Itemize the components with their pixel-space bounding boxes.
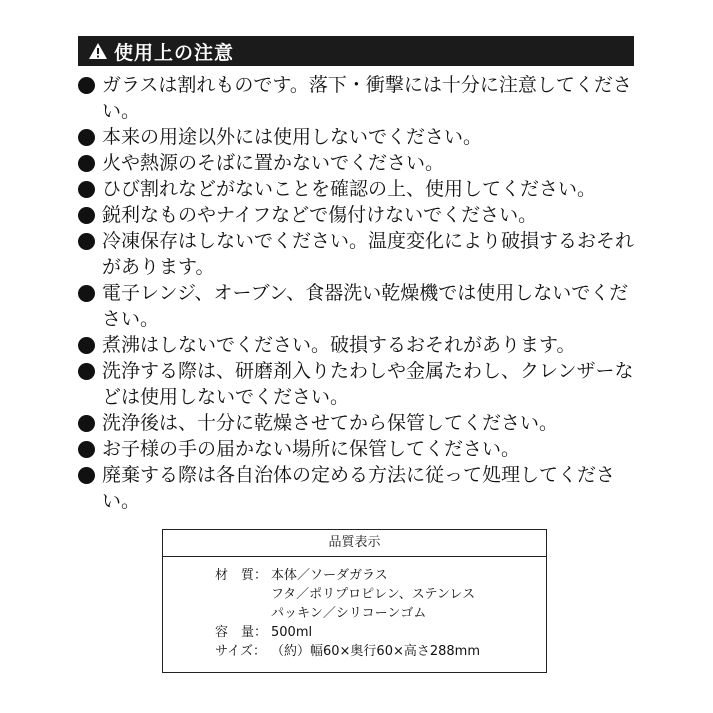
caution-item	[78, 280, 638, 332]
caution-item	[78, 228, 638, 280]
bullet-dot	[78, 77, 95, 94]
caution-list	[78, 72, 638, 514]
bullet-dot	[78, 181, 95, 198]
caution-text: 電子レンジ、オーブン、食器洗い乾燥機では使用しないでください。	[102, 282, 629, 330]
caution-item	[78, 124, 638, 150]
caution-item	[78, 410, 638, 436]
caution-item	[78, 72, 638, 124]
caution-item	[78, 358, 638, 410]
bullet-dot	[78, 337, 95, 354]
material-values	[271, 566, 475, 623]
size-value: （約）幅60×奥行60×高さ288mm	[271, 644, 481, 659]
caution-text: 本来の用途以外には使用しないでください。	[102, 126, 483, 148]
capacity-value: 500ml	[271, 625, 313, 640]
bullet-dot	[78, 467, 95, 484]
caution-header	[78, 36, 634, 66]
caution-item	[78, 176, 638, 202]
bullet-dot	[78, 155, 95, 172]
spec-row-material	[215, 566, 480, 623]
material-value: 本体／ソーダガラス	[271, 568, 388, 583]
bullet-dot	[78, 415, 95, 432]
spec-row-capacity	[215, 623, 480, 642]
quality-label-box	[162, 529, 547, 673]
caution-text: ガラスは割れものです。落下・衝撃には十分に注意してください。	[102, 74, 632, 122]
caution-item	[78, 332, 638, 358]
bullet-dot	[78, 129, 95, 146]
caution-text: 煮沸はしないでください。破損するおそれがあります。	[102, 334, 576, 356]
caution-text: 鋭利なものやナイフなどで傷付けないでください。	[102, 204, 538, 226]
bullet-dot	[78, 207, 95, 224]
caution-text: 火や熱源のそばに置かないでください。	[102, 152, 445, 174]
caution-item	[78, 150, 638, 176]
caution-text: 冷凍保存はしないでください。温度変化により破損するおそれがあります。	[102, 230, 635, 278]
size-label: サイズ：	[215, 644, 266, 659]
caution-item	[78, 462, 638, 514]
spec-row-size	[215, 642, 480, 661]
caution-item	[78, 202, 638, 228]
caution-title: 使用上の注意	[114, 41, 235, 64]
warning-icon	[88, 42, 108, 60]
caution-text: お子様の手の届かない場所に保管してください。	[102, 438, 521, 460]
capacity-label: 容 量：	[215, 625, 268, 640]
caution-item	[78, 436, 638, 462]
caution-text: 廃棄する際は各自治体の定める方法に従って処理してください。	[102, 464, 616, 512]
caution-text: 洗浄後は、十分に乾燥させてから保管してください。	[102, 412, 559, 434]
bullet-dot	[78, 233, 95, 250]
material-label: 材 質：	[215, 568, 268, 583]
caution-text: ひび割れなどがないことを確認の上、使用してください。	[102, 178, 597, 200]
bullet-dot	[78, 285, 95, 302]
material-value: パッキン／シリコーンゴム	[271, 606, 427, 621]
bullet-dot	[78, 441, 95, 458]
bullet-dot	[78, 363, 95, 380]
caution-text: 洗浄する際は、研磨剤入りたわしや金属たわし、クレンザーなどは使用しないでください。	[102, 360, 634, 408]
material-value: フタ／ポリプロピレン、ステンレス	[271, 587, 476, 602]
spec-table	[215, 566, 480, 661]
quality-title: 品質表示	[163, 530, 546, 557]
